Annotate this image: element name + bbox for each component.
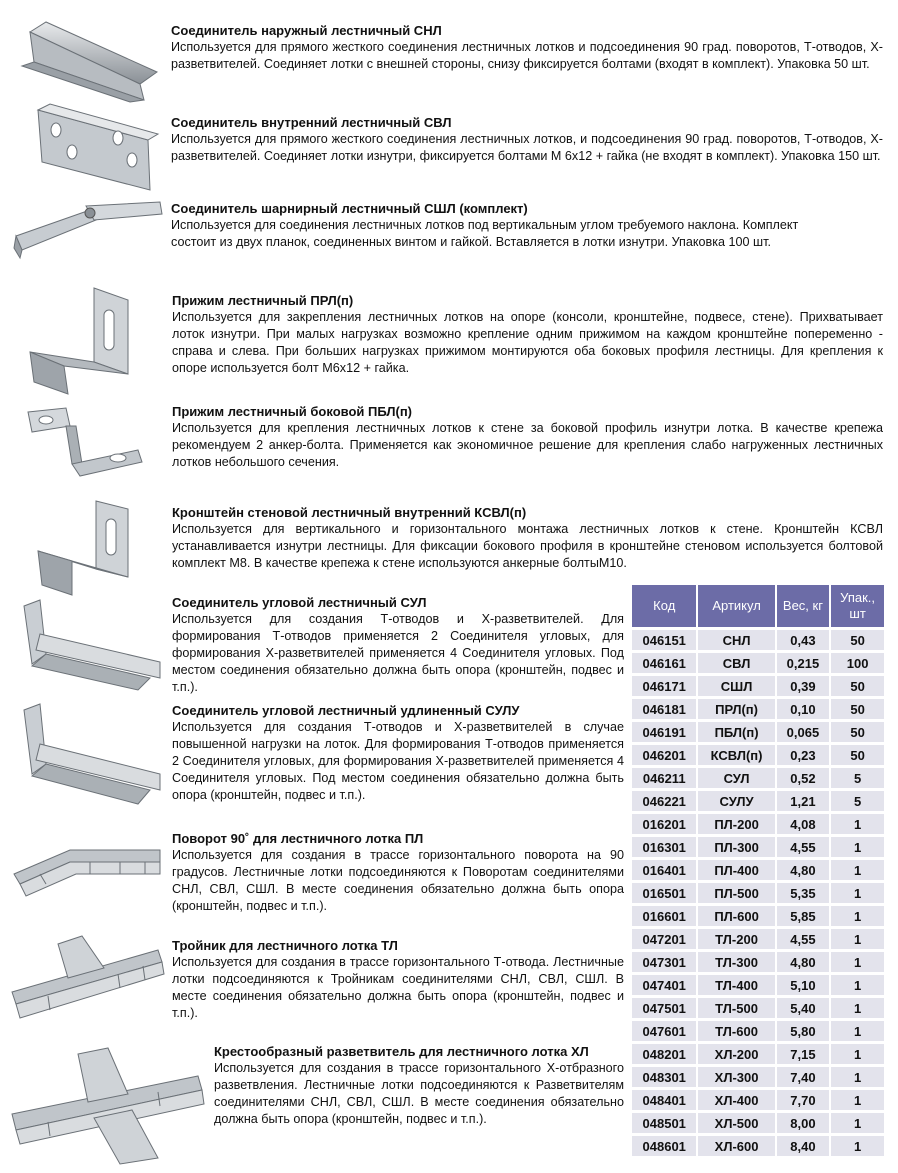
- cell-article: СУЛУ: [696, 791, 774, 811]
- table-row: [632, 1067, 884, 1087]
- cell-code: 046201: [632, 745, 696, 765]
- table-row: [632, 883, 884, 903]
- cell-weight: 1,21: [775, 791, 830, 811]
- prl-clamp-image: [24, 282, 142, 404]
- product-xl: [214, 1043, 624, 1128]
- table-row: [632, 791, 884, 811]
- table-row: [632, 837, 884, 857]
- cell-pack: 1: [829, 1021, 884, 1041]
- ksvl-bracket-image: [32, 495, 137, 600]
- column-header-code: Код: [632, 585, 696, 627]
- cell-code: 047401: [632, 975, 696, 995]
- cell-code: 048301: [632, 1067, 696, 1087]
- cell-article: ПРЛ(п): [696, 699, 774, 719]
- product-shl: [171, 200, 883, 251]
- cell-article: ПБЛ(п): [696, 722, 774, 742]
- cell-weight: 0,23: [775, 745, 830, 765]
- cell-article: ХЛ-400: [696, 1090, 774, 1110]
- cell-article: ПЛ-200: [696, 814, 774, 834]
- table-row: [632, 952, 884, 972]
- cell-pack: 1: [829, 998, 884, 1018]
- cell-weight: 5,80: [775, 1021, 830, 1041]
- product-description: Используется для создания в трассе горизонтального поворота на 90 градусов. Лестничные лотки подсоединяются к Поворотам соединителями СНЛ, СВЛ, СШЛ. В месте соединения обязательно должна быть опора (кронштейн, подвес и т.п.).: [172, 848, 624, 913]
- cell-article: СВЛ: [696, 653, 774, 673]
- product-description: Используется для прямого жесткого соединения лестничных лотков, и подсоединения 90 град. поворотов, Т-отводов, Х-разветвителей. Соединяет лотки изнутри, фиксируется болтами М 6х12 + гайка (не входят в комплект). Упаковка 150 шт.: [171, 132, 883, 163]
- cell-article: ТЛ-600: [696, 1021, 774, 1041]
- cell-article: ТЛ-400: [696, 975, 774, 995]
- table-row: [632, 699, 884, 719]
- cell-code: 046211: [632, 768, 696, 788]
- cell-weight: 5,85: [775, 906, 830, 926]
- cell-weight: 0,43: [775, 630, 830, 650]
- table-row: [632, 814, 884, 834]
- cell-weight: 0,10: [775, 699, 830, 719]
- cell-weight: 4,80: [775, 952, 830, 972]
- pl-turn-image: [10, 834, 165, 904]
- cell-pack: 1: [829, 1090, 884, 1110]
- cell-weight: 4,08: [775, 814, 830, 834]
- table-row: [632, 860, 884, 880]
- product-title: Кронштейн стеновой лестничный внутренний КСВЛ(п): [172, 505, 527, 520]
- table-row: [632, 768, 884, 788]
- spec-table-body: [632, 630, 884, 1156]
- product-svl: [171, 114, 883, 165]
- cell-weight: 7,70: [775, 1090, 830, 1110]
- product-title: Соединитель шарнирный лестничный СШЛ (комплект): [171, 201, 528, 216]
- sulu-corner-connector-image: [10, 700, 165, 810]
- product-title: Соединитель внутренний лестничный СВЛ: [171, 115, 452, 130]
- cell-pack: 1: [829, 1067, 884, 1087]
- cell-pack: 1: [829, 952, 884, 972]
- cell-code: 046191: [632, 722, 696, 742]
- cell-article: ХЛ-600: [696, 1136, 774, 1156]
- cell-article: ПЛ-300: [696, 837, 774, 857]
- cell-article: ПЛ-600: [696, 906, 774, 926]
- cell-pack: 1: [829, 975, 884, 995]
- cell-article: ПЛ-500: [696, 883, 774, 903]
- cell-code: 046221: [632, 791, 696, 811]
- cell-pack: 1: [829, 837, 884, 857]
- cell-pack: 1: [829, 883, 884, 903]
- cell-code: 047201: [632, 929, 696, 949]
- product-description: Используется для прямого жесткого соединения лестничных лотков и подсоединения 90 град. поворотов, Т-отводов, Х-разветвителей. Соединяет лотки с внешней стороны, снизу фиксируется болтами (входят в комплект). Упаковка 50 шт.: [171, 40, 883, 71]
- cell-article: КСВЛ(п): [696, 745, 774, 765]
- cell-article: ХЛ-300: [696, 1067, 774, 1087]
- column-header-pack: Упак., шт: [829, 585, 884, 627]
- column-header-weight: Вес, кг: [775, 585, 830, 627]
- cell-pack: 50: [829, 745, 884, 765]
- cell-weight: 5,40: [775, 998, 830, 1018]
- cell-article: ТЛ-200: [696, 929, 774, 949]
- product-title: Соединитель угловой лестничный удлиненный СУЛУ: [172, 703, 520, 718]
- product-ksvl: [172, 504, 883, 572]
- cell-weight: 5,35: [775, 883, 830, 903]
- product-sul: [172, 594, 624, 696]
- table-row: [632, 745, 884, 765]
- table-header-row: [632, 585, 884, 627]
- xl-cross-image: [8, 1040, 208, 1165]
- product-title: Крестообразный разветвитель для лестничного лотка ХЛ: [214, 1044, 589, 1059]
- cell-pack: 50: [829, 722, 884, 742]
- table-row: [632, 630, 884, 650]
- product-description: Используется для создания Т-отводов и Х-разветвителей. Для формирования Т-отводов применяется 2 Соединителя угловых, для формирования Х-разветвителей применяется 4 Соединителя угловых. Под местом соединения обязательно должна быть опора (кронштейн, подвес и т.п.).: [172, 612, 624, 694]
- cell-pack: 1: [829, 814, 884, 834]
- cell-code: 016301: [632, 837, 696, 857]
- tl-tee-image: [8, 930, 166, 1030]
- cell-code: 016601: [632, 906, 696, 926]
- sul-corner-connector-image: [10, 594, 165, 694]
- cell-code: 047601: [632, 1021, 696, 1041]
- product-title: Прижим лестничный ПРЛ(п): [172, 293, 354, 308]
- cell-code: 047301: [632, 952, 696, 972]
- product-title: Тройник для лестничного лотка ТЛ: [172, 938, 398, 953]
- cell-weight: 7,40: [775, 1067, 830, 1087]
- cell-code: 047501: [632, 998, 696, 1018]
- column-header-article: Артикул: [696, 585, 774, 627]
- cell-pack: 5: [829, 768, 884, 788]
- product-description: Используется для создания в трассе горизонтального Х-отбразного разветвления. Лестничные лотки подсоединяются к Разветвителям соединителями СНЛ, СВЛ, СШЛ. В месте соединения обязательно должна быть опора (кронштейн, подвес и т.п.).: [214, 1061, 624, 1126]
- table-row: [632, 676, 884, 696]
- cell-pack: 1: [829, 1113, 884, 1133]
- cell-code: 048601: [632, 1136, 696, 1156]
- cell-code: 016501: [632, 883, 696, 903]
- cell-weight: 4,80: [775, 860, 830, 880]
- cell-pack: 1: [829, 1136, 884, 1156]
- product-title: Поворот 90˚ для лестничного лотка ПЛ: [172, 831, 424, 846]
- cell-code: 046151: [632, 630, 696, 650]
- cell-weight: 5,10: [775, 975, 830, 995]
- table-row: [632, 1113, 884, 1133]
- snl-connector-image: [12, 14, 162, 104]
- cell-weight: 0,52: [775, 768, 830, 788]
- cell-weight: 7,15: [775, 1044, 830, 1064]
- svl-connector-image: [28, 100, 163, 195]
- table-row: [632, 1044, 884, 1064]
- cell-weight: 0,215: [775, 653, 830, 673]
- cell-article: СНЛ: [696, 630, 774, 650]
- cell-article: СШЛ: [696, 676, 774, 696]
- cell-article: СУЛ: [696, 768, 774, 788]
- cell-weight: 8,40: [775, 1136, 830, 1156]
- product-prl: [172, 292, 883, 377]
- product-pl: [172, 830, 624, 915]
- cell-article: ТЛ-300: [696, 952, 774, 972]
- cell-pack: 1: [829, 860, 884, 880]
- table-row: [632, 1021, 884, 1041]
- table-row: [632, 722, 884, 742]
- cell-pack: 50: [829, 676, 884, 696]
- table-row: [632, 653, 884, 673]
- product-snl: [171, 22, 883, 73]
- cell-pack: 50: [829, 630, 884, 650]
- product-description: Используется для вертикального и горизонтального монтажа лестничных лотков к стене. Кронштейн КСВЛ устанавливается изнутри лестницы. Для фиксации бокового профиля в кронштейне стеновом используется болтовой комплект М8. В качестве крепежа к стене используются анкерные болтыМ10.: [172, 522, 883, 570]
- cell-weight: 4,55: [775, 929, 830, 949]
- cell-article: ПЛ-400: [696, 860, 774, 880]
- cell-code: 046181: [632, 699, 696, 719]
- product-description: Используется для создания в трассе горизонтального Т-отвода. Лестничные лотки подсоединяются к Тройникам соединителями СНЛ, СВЛ, СШЛ. В месте соединения обязательно должна быть опора (кронштейн, подвес и т.п.).: [172, 955, 624, 1020]
- table-row: [632, 906, 884, 926]
- cell-code: 048201: [632, 1044, 696, 1064]
- product-tl: [172, 937, 624, 1022]
- cell-code: 046161: [632, 653, 696, 673]
- cell-code: 048501: [632, 1113, 696, 1133]
- cell-pack: 1: [829, 906, 884, 926]
- spec-table: [632, 582, 884, 1159]
- product-pbl: [172, 403, 883, 471]
- cell-code: 046171: [632, 676, 696, 696]
- product-description: Используется для крепления лестничных лотков к стене за боковой профиль изнутри лотка. В качестве крепежа рекомендуем 2 анкер-болта. Применяется как экономичное решение для крепления слабо нагруженных лестничных лотков небольшого сечения.: [172, 421, 883, 469]
- cell-pack: 1: [829, 1044, 884, 1064]
- cell-weight: 0,065: [775, 722, 830, 742]
- cell-article: ХЛ-500: [696, 1113, 774, 1133]
- cell-article: ХЛ-200: [696, 1044, 774, 1064]
- table-row: [632, 1090, 884, 1110]
- pbl-side-clamp-image: [22, 402, 147, 487]
- cell-code: 016201: [632, 814, 696, 834]
- product-description: Используется для соединения лестничных лотков под вертикальным углом требуемого наклона. Комплект состоит из двух планок, соединенных винтом и гайкой. Вставляется в лотки изнутри. Упаковка 100 шт.: [171, 218, 799, 249]
- cell-weight: 8,00: [775, 1113, 830, 1133]
- cell-code: 048401: [632, 1090, 696, 1110]
- product-title: Соединитель наружный лестничный СНЛ: [171, 23, 442, 38]
- table-row: [632, 975, 884, 995]
- product-description: Используется для закрепления лестничных лотков на опоре (консоли, кронштейне, подвесе, стене). Прихватывает лоток изнутри. При малых нагрузках возможно крепление одним прижимом на каждом кронштейне попеременно - справа и слева. При больших нагрузках прижимом монтируются оба боковых профиля лестницы. Для крепления к опоре используется болт М6х12 + гайка.: [172, 310, 883, 375]
- product-title: Соединитель угловой лестничный СУЛ: [172, 595, 427, 610]
- product-title: Прижим лестничный боковой ПБЛ(п): [172, 404, 413, 419]
- table-row: [632, 1136, 884, 1156]
- product-description: Используется для создания Т-отводов и Х-разветвителей в случае повышенной нагрузки на лоток. Для формирования Т-отводов применяется 2 Соединителя угловых, для формирования Х-разветвителей применяется 4 Соединителя угловых. Под местом соединения обязательно должна быть опора (кронштейн, подвес и т.п.).: [172, 720, 624, 802]
- shl-hinge-connector-image: [10, 198, 170, 263]
- cell-weight: 0,39: [775, 676, 830, 696]
- product-sulu: [172, 702, 624, 804]
- cell-pack: 1: [829, 929, 884, 949]
- cell-pack: 50: [829, 699, 884, 719]
- table-row: [632, 998, 884, 1018]
- cell-code: 016401: [632, 860, 696, 880]
- cell-pack: 100: [829, 653, 884, 673]
- cell-weight: 4,55: [775, 837, 830, 857]
- table-row: [632, 929, 884, 949]
- cell-pack: 5: [829, 791, 884, 811]
- cell-article: ТЛ-500: [696, 998, 774, 1018]
